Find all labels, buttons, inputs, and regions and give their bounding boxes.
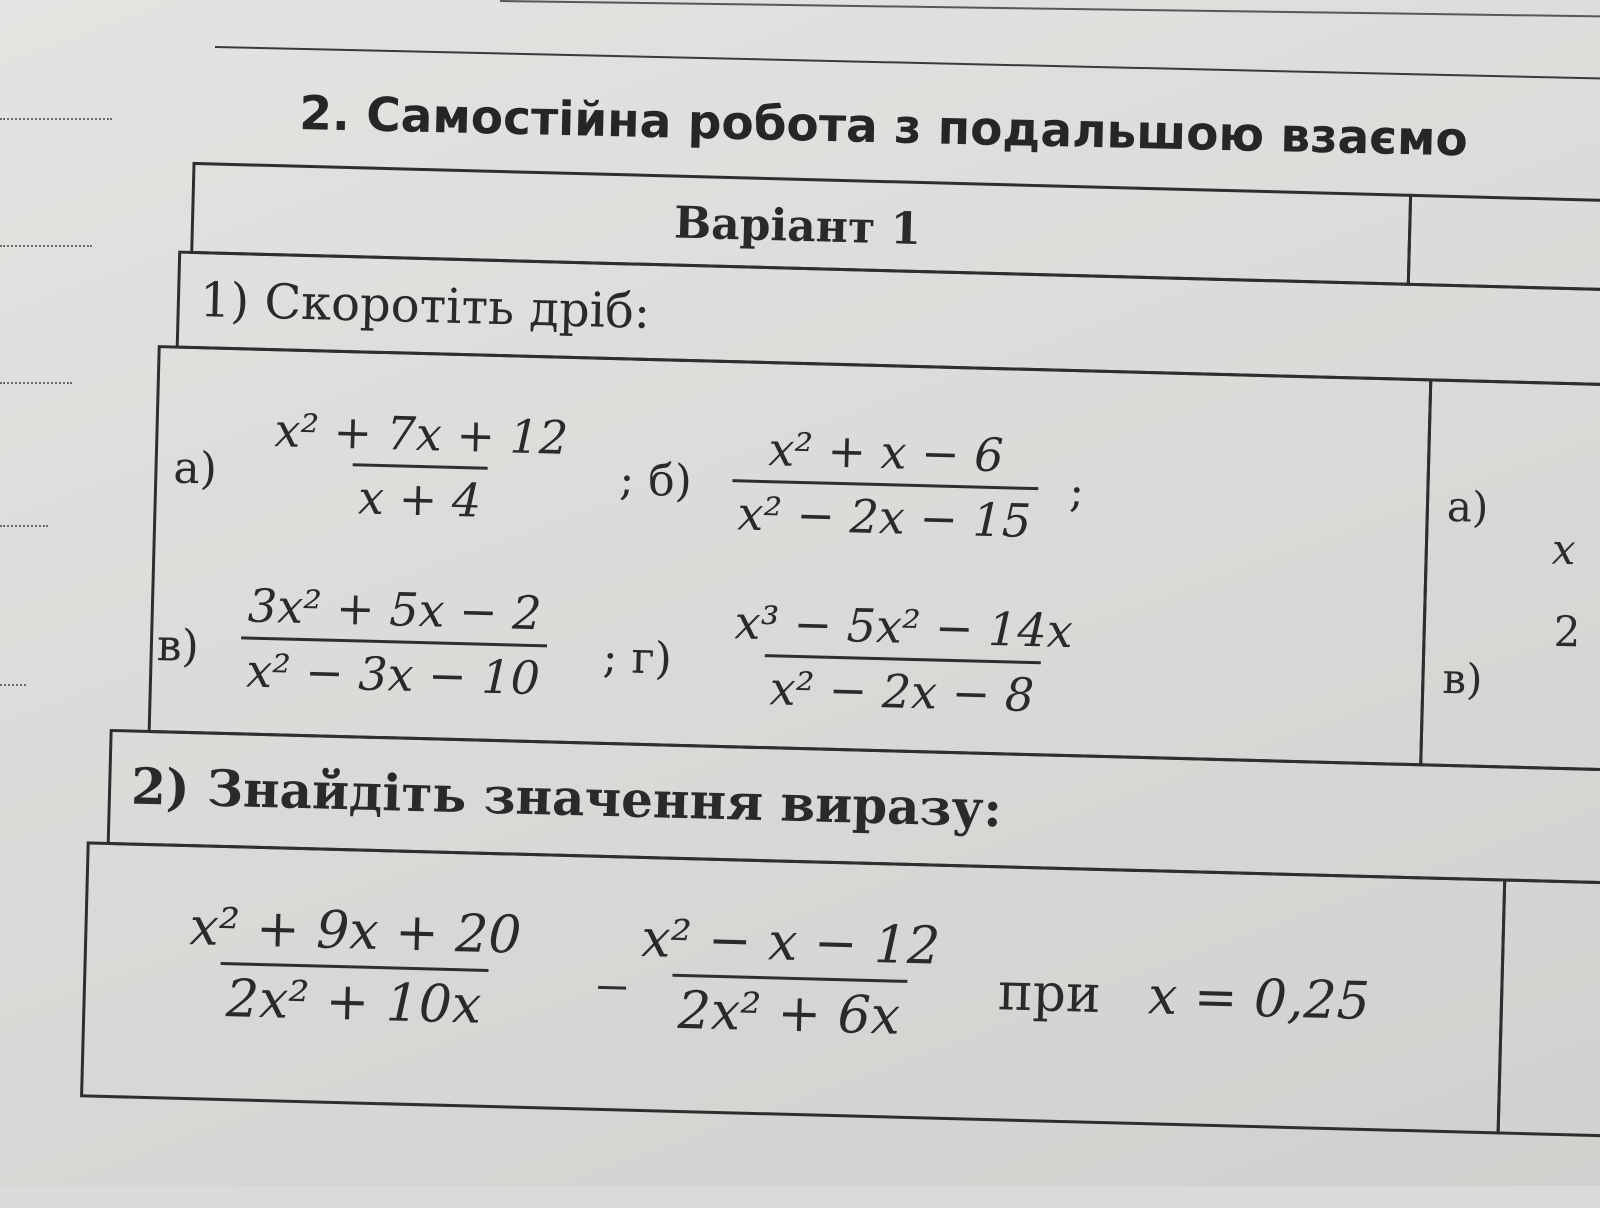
fraction-v-denominator: x² − 3x − 10 (240, 636, 547, 705)
fraction-b-numerator: x² + x − 6 (767, 422, 1005, 483)
fraction-b-denominator: x² − 2x − 15 (731, 479, 1038, 548)
task2-title: 2) Знайдіть значення виразу: (130, 756, 1003, 839)
fraction-a-numerator: x² + 7x + 12 (273, 403, 569, 465)
fraction-g-denominator: x² − 2x − 8 (763, 654, 1041, 722)
task1-right-cell (1419, 378, 1600, 772)
minus-sign (598, 986, 626, 990)
fraction-v-numerator: 3x² + 5x − 2 (247, 578, 543, 641)
variant-header-right-cell (1407, 194, 1600, 292)
fraction-expr-1-numerator: x² + 9x + 20 (188, 897, 523, 966)
separator-g-label: ; г) (602, 631, 673, 685)
fraction-expr-2-numerator: x² − x − 12 (640, 908, 942, 977)
fraction-b (731, 421, 1040, 548)
task2-right-cell (1497, 878, 1600, 1138)
task1-title: 1) Скоротіть дріб: (199, 272, 651, 340)
condition-value: x = 0,25 (1147, 966, 1371, 1033)
right-item-v-label: в) (1441, 653, 1484, 704)
condition-word: при (997, 962, 1102, 1025)
fraction-g (726, 595, 1079, 723)
right-item-a-label: а) (1446, 481, 1490, 532)
fraction-expr-2-denominator: 2x² + 6x (671, 974, 907, 1047)
fraction-expr-1-denominator: 2x² + 10x (219, 962, 488, 1036)
fraction-v (240, 578, 549, 705)
fraction-a (266, 403, 575, 530)
separator-b-end: ; (1068, 466, 1085, 518)
fraction-expr-2 (633, 909, 947, 1048)
task1-content-cell (148, 345, 1433, 766)
section-heading: 2. Самостійна робота з подальшою взаємо (298, 86, 1469, 168)
item-v-label: в) (156, 620, 200, 673)
fraction-a-denominator: x + 4 (351, 463, 488, 528)
fraction-expr-1 (181, 897, 528, 1037)
fraction-g-numerator: x³ − 5x² − 14x (733, 595, 1074, 659)
right-item-v-fragment: 2 (1553, 606, 1582, 657)
separator-b-label: ; б) (618, 454, 693, 508)
task2-content-cell (80, 841, 1506, 1134)
variant-title: Варіант 1 (673, 197, 922, 256)
right-item-a-fragment: x (1551, 524, 1577, 575)
item-a-label: а) (172, 442, 218, 495)
